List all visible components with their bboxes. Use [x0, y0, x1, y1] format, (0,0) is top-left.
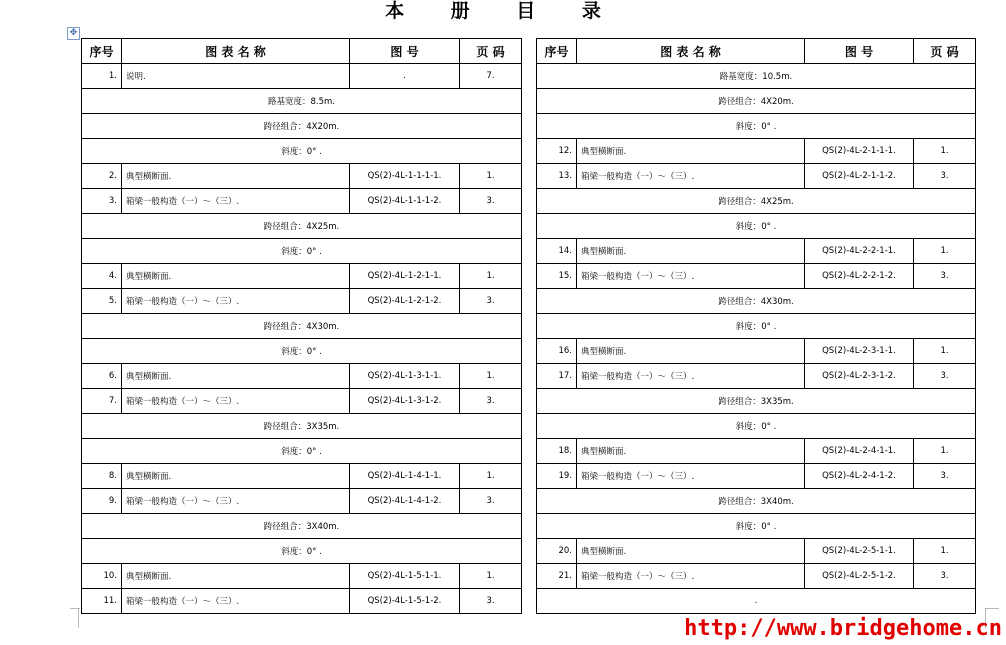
row-page: 1. — [460, 364, 522, 389]
group-header-row — [82, 539, 522, 564]
row-page: 1. — [914, 439, 976, 464]
row-code: QS(2)-4L-2-4-1-2. — [805, 464, 914, 489]
row-seq: 20. — [537, 539, 577, 564]
row-code: QS(2)-4L-2-3-1-1. — [805, 339, 914, 364]
group-header-row — [82, 414, 522, 439]
row-page: 1. — [460, 564, 522, 589]
group-header-row — [82, 214, 522, 239]
row-code: QS(2)-4L-2-4-1-1. — [805, 439, 914, 464]
row-code: QS(2)-4L-1-4-1-1. — [350, 464, 460, 489]
table-header-row — [537, 39, 976, 64]
table-row — [82, 264, 522, 289]
row-code: QS(2)-4L-1-1-1-2. — [350, 189, 460, 214]
row-page: 1. — [460, 464, 522, 489]
group-label: 路基宽度：8.5m. — [82, 89, 522, 114]
group-header-row — [82, 339, 522, 364]
group-label: 跨径组合：4X30m. — [82, 314, 522, 339]
header-name: 图 表 名 称 — [577, 39, 805, 64]
table-row — [537, 139, 976, 164]
table-row — [537, 564, 976, 589]
group-label: 斜度：0° . — [537, 414, 976, 439]
group-label: 斜度：0° . — [82, 139, 522, 164]
row-name: 箱梁一般构造（一）～（三）. — [577, 364, 805, 389]
group-header-row — [82, 514, 522, 539]
row-code: QS(2)-4L-1-5-1-1. — [350, 564, 460, 589]
table-header-row — [82, 39, 522, 64]
table-move-handle-icon[interactable]: ✥ — [67, 27, 80, 40]
header-seq: 序号 — [537, 39, 577, 64]
row-name: 箱梁一般构造（一）～（三）. — [577, 264, 805, 289]
row-seq: 21. — [537, 564, 577, 589]
row-seq: 4. — [82, 264, 122, 289]
row-name: 箱梁一般构造（一）～（三）. — [577, 564, 805, 589]
group-label: 跨径组合：4X25m. — [82, 214, 522, 239]
row-seq: 5. — [82, 289, 122, 314]
row-page: 3. — [914, 364, 976, 389]
group-label: 斜度：0° . — [82, 439, 522, 464]
table-row — [82, 289, 522, 314]
group-label: 跨径组合：3X35m. — [537, 389, 976, 414]
page-title: 本 册 目 录 — [385, 0, 621, 22]
group-header-row — [537, 589, 976, 614]
row-seq: 6. — [82, 364, 122, 389]
row-code: QS(2)-4L-2-1-1-1. — [805, 139, 914, 164]
group-label: 路基宽度：10.5m. — [537, 64, 976, 89]
group-label: 斜度：0° . — [82, 339, 522, 364]
row-page: 3. — [460, 289, 522, 314]
row-seq: 10. — [82, 564, 122, 589]
group-label: 跨径组合：4X30m. — [537, 289, 976, 314]
table-row — [537, 239, 976, 264]
row-seq: 7. — [82, 389, 122, 414]
row-name: 箱梁一般构造（一）～（三）. — [122, 189, 350, 214]
header-code: 图 号 — [350, 39, 460, 64]
row-seq: 19. — [537, 464, 577, 489]
header-seq: 序号 — [82, 39, 122, 64]
row-code: QS(2)-4L-2-1-1-2. — [805, 164, 914, 189]
row-page: 1. — [460, 264, 522, 289]
row-seq: 15. — [537, 264, 577, 289]
row-page: 1. — [460, 164, 522, 189]
row-page: 1. — [914, 539, 976, 564]
table-row — [82, 189, 522, 214]
row-page: 3. — [914, 564, 976, 589]
row-code: QS(2)-4L-1-4-1-2. — [350, 489, 460, 514]
row-code: QS(2)-4L-1-1-1-1. — [350, 164, 460, 189]
row-seq: 2. — [82, 164, 122, 189]
group-header-row — [82, 439, 522, 464]
group-header-row — [537, 514, 976, 539]
row-page: 3. — [460, 589, 522, 614]
row-seq: 8. — [82, 464, 122, 489]
group-header-row — [82, 239, 522, 264]
row-code: QS(2)-4L-1-5-1-2. — [350, 589, 460, 614]
table-row — [82, 64, 522, 89]
row-seq: 13. — [537, 164, 577, 189]
row-name: 典型横断面. — [122, 464, 350, 489]
table-row — [537, 539, 976, 564]
group-label: 斜度：0° . — [537, 214, 976, 239]
group-header-row — [537, 489, 976, 514]
group-label: 跨径组合：3X40m. — [82, 514, 522, 539]
row-name: 典型横断面. — [122, 164, 350, 189]
row-page: 1. — [914, 339, 976, 364]
table-row — [537, 264, 976, 289]
row-name: 典型横断面. — [122, 264, 350, 289]
row-code: QS(2)-4L-1-2-1-2. — [350, 289, 460, 314]
row-page: 3. — [914, 264, 976, 289]
row-name: 典型横断面. — [577, 439, 805, 464]
group-label: 跨径组合：4X20m. — [82, 114, 522, 139]
row-name: 典型横断面. — [122, 364, 350, 389]
row-seq: 11. — [82, 589, 122, 614]
table-row — [537, 364, 976, 389]
row-name: 说明. — [122, 64, 350, 89]
row-seq: 3. — [82, 189, 122, 214]
row-name: 箱梁一般构造（一）～（三）. — [122, 589, 350, 614]
row-seq: 1. — [82, 64, 122, 89]
row-code: QS(2)-4L-2-5-1-1. — [805, 539, 914, 564]
row-page: 3. — [460, 189, 522, 214]
group-label: 跨径组合：3X35m. — [82, 414, 522, 439]
group-header-row — [537, 89, 976, 114]
header-name: 图 表 名 称 — [122, 39, 350, 64]
row-seq: 9. — [82, 489, 122, 514]
group-header-row — [82, 114, 522, 139]
row-code: QS(2)-4L-1-3-1-2. — [350, 389, 460, 414]
header-page: 页 码 — [460, 39, 522, 64]
group-header-row — [537, 114, 976, 139]
row-page: 7. — [460, 64, 522, 89]
header-code: 图 号 — [805, 39, 914, 64]
row-code: QS(2)-4L-1-2-1-1. — [350, 264, 460, 289]
toc-table-left — [81, 38, 522, 614]
table-row — [82, 564, 522, 589]
table-row — [82, 389, 522, 414]
row-code: QS(2)-4L-2-2-1-2. — [805, 264, 914, 289]
table-row — [537, 439, 976, 464]
row-seq: 14. — [537, 239, 577, 264]
group-label: 跨径组合：4X25m. — [537, 189, 976, 214]
row-code: QS(2)-4L-2-2-1-1. — [805, 239, 914, 264]
group-label: 斜度：0° . — [82, 539, 522, 564]
row-page: 3. — [914, 464, 976, 489]
toc-table-right — [536, 38, 976, 614]
group-label: 跨径组合：3X40m. — [537, 489, 976, 514]
table-row — [82, 164, 522, 189]
row-seq: 18. — [537, 439, 577, 464]
row-code: QS(2)-4L-2-3-1-2. — [805, 364, 914, 389]
group-header-row — [537, 289, 976, 314]
group-header-row — [537, 314, 976, 339]
table-row — [82, 589, 522, 614]
row-name: 箱梁一般构造（一）～（三）. — [122, 389, 350, 414]
row-name: 典型横断面. — [122, 564, 350, 589]
row-name: 典型横断面. — [577, 139, 805, 164]
group-header-row — [82, 314, 522, 339]
table-row — [82, 464, 522, 489]
group-header-row — [537, 414, 976, 439]
row-name: 典型横断面. — [577, 339, 805, 364]
group-header-row — [537, 214, 976, 239]
row-code: QS(2)-4L-2-5-1-2. — [805, 564, 914, 589]
table-row — [537, 164, 976, 189]
row-code: . — [350, 64, 460, 89]
row-seq: 17. — [537, 364, 577, 389]
table-row — [82, 489, 522, 514]
row-name: 典型横断面. — [577, 539, 805, 564]
group-header-row — [82, 89, 522, 114]
row-code: QS(2)-4L-1-3-1-1. — [350, 364, 460, 389]
row-name: 箱梁一般构造（一）～（三）. — [577, 164, 805, 189]
row-page: 3. — [914, 164, 976, 189]
group-header-row — [82, 139, 522, 164]
group-label: . — [537, 589, 976, 614]
group-label: 跨径组合：4X20m. — [537, 89, 976, 114]
row-name: 箱梁一般构造（一）～（三）. — [122, 289, 350, 314]
group-label: 斜度：0° . — [82, 239, 522, 264]
group-label: 斜度：0° . — [537, 114, 976, 139]
table-row — [537, 464, 976, 489]
group-label: 斜度：0° . — [537, 514, 976, 539]
row-seq: 12. — [537, 139, 577, 164]
site-watermark: http://www.bridgehome.cn — [684, 616, 1002, 641]
row-name: 典型横断面. — [577, 239, 805, 264]
row-name: 箱梁一般构造（一）～（三）. — [577, 464, 805, 489]
row-seq: 16. — [537, 339, 577, 364]
group-header-row — [537, 64, 976, 89]
table-row — [537, 339, 976, 364]
row-page: 1. — [914, 139, 976, 164]
group-label: 斜度：0° . — [537, 314, 976, 339]
group-header-row — [537, 389, 976, 414]
group-header-row — [537, 189, 976, 214]
table-row — [82, 364, 522, 389]
row-page: 3. — [460, 489, 522, 514]
header-page: 页 码 — [914, 39, 976, 64]
row-page: 1. — [914, 239, 976, 264]
row-name: 箱梁一般构造（一）～（三）. — [122, 489, 350, 514]
row-page: 3. — [460, 389, 522, 414]
